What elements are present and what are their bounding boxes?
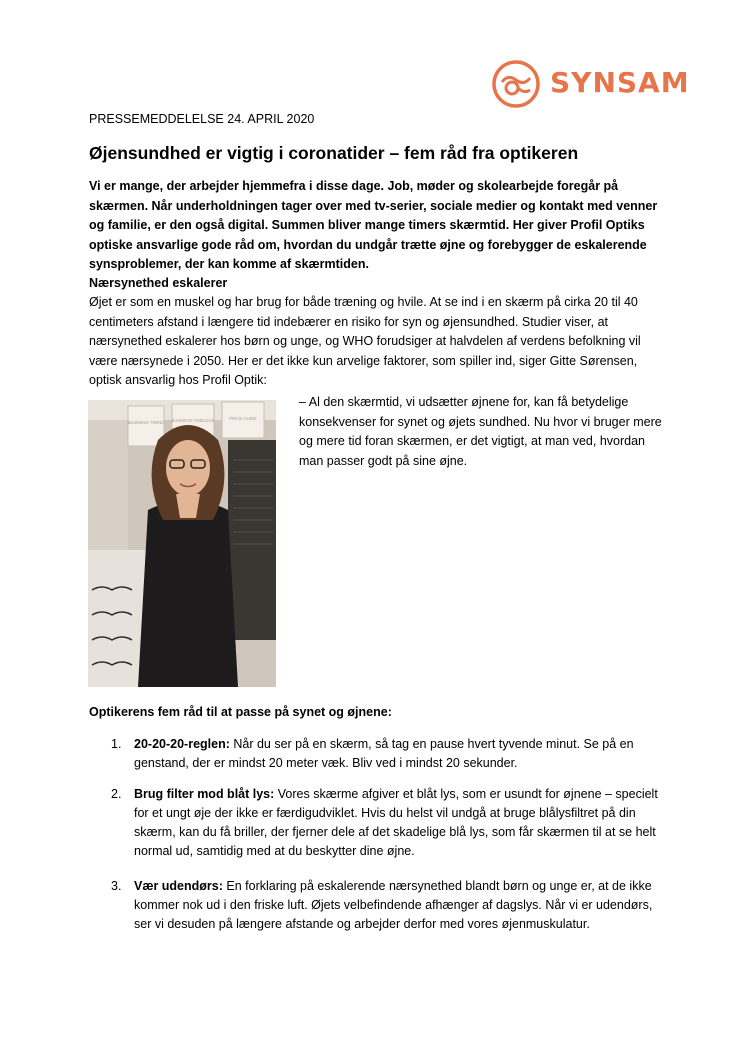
press-release-dateline: PRESSEMEDDELELSE 24. APRIL 2020 bbox=[89, 112, 315, 126]
tip-text: Når du ser på en skærm, så tag en pause hvert tyvende minut. Se på en genstand, der er mindst 20 meter væk. Bliv ved i mindst 20 sekunder. bbox=[134, 737, 634, 770]
sign-price-guide: PRICE GUIDE bbox=[229, 416, 257, 421]
tip-text: En forklaring på eskalerende nærsynethed blandt børn og unge er, at de ikke kommer nok ud i den friske luft. Øjets velbefindende afhænger af dagslys. Når vi er udendørs, ser vi desuden på længere afstande og arbejder derfor med vores øjenmuskulatur. bbox=[134, 879, 653, 931]
tips-heading: Optikerens fem råd til at passe på synet og øjnene: bbox=[89, 705, 392, 719]
sign-business-timeless: BUSINESS TIMELESS bbox=[171, 418, 215, 423]
page-title: Øjensundhed er vigtig i coronatider – fem råd fra optikeren bbox=[89, 143, 579, 163]
lead-paragraph: Vi er mange, der arbejder hjemmefra i disse dage. Job, møder og skolearbejde foregår på skærmen. Når underholdningen tager over med tv-serier, sociale medier og kontakt med venner og familie, er den også digital. Summen bliver mange timers skærmtid. Her giver Profil Optiks optiske ansvarlige gode råd om, hvordan du undgår trætte øjne og forebygger de eskalerende synsproblemer, der kan komme af skærmtiden. bbox=[89, 179, 658, 271]
tip-text: Vores skærme afgiver et blåt lys, som er usundt for øjnene – specielt for et ungt øje der ikke er færdigudviklet. Hvis du helst vil undgå at bruge blålysfiltret på din skærm, kan du få briller, der fjerner dele af det skadelige blå lys, som får skærmen til at se helt normal ud, samtidig med at du beskytter dine øjne. bbox=[134, 787, 658, 858]
brand-name: SYNSAM bbox=[550, 66, 690, 99]
optician-quote: – Al den skærmtid, vi udsætter øjnene for, kan få betydelige konsekvenser for synet og øjets sundhed. Nu hvor vi bruger mere og mere tid foran skærmen, er det vigtigt, at man ved, hvordan man passer godt på sine øjne. bbox=[299, 395, 662, 468]
section-heading: Nærsynethed eskalerer bbox=[89, 276, 228, 290]
tip-label: Vær udendørs: bbox=[134, 879, 223, 893]
body-paragraph: Øjet er som en muskel og har brug for både træning og hvile. At se ind i en skærm på cirka 20 til 40 centimeters afstand i længere tid indebærer en risiko for syn og øjensundhed. Studier viser, at nærsynethed eskalerer hos børn og unge, og WHO forudsiger at halvdelen af verdens befolkning vil være nærsynede i 2050. Her er det ikke kun arvelige faktorer, som spiller ind, siger Gitte Sørensen, optisk ansvarlig hos Profil Optik: bbox=[89, 295, 641, 387]
optician-photo bbox=[88, 400, 276, 687]
sign-business-trend: BUSINESS TREND bbox=[127, 420, 165, 425]
list-number: 3. bbox=[111, 879, 122, 893]
synsam-logo bbox=[490, 58, 690, 112]
tip-label: 20-20-20-reglen: bbox=[134, 737, 230, 751]
list-number: 2. bbox=[111, 787, 122, 801]
list-number: 1. bbox=[111, 737, 122, 751]
tip-label: Brug filter mod blåt lys: bbox=[134, 787, 275, 801]
glasses-circle-logo-icon bbox=[490, 58, 542, 110]
